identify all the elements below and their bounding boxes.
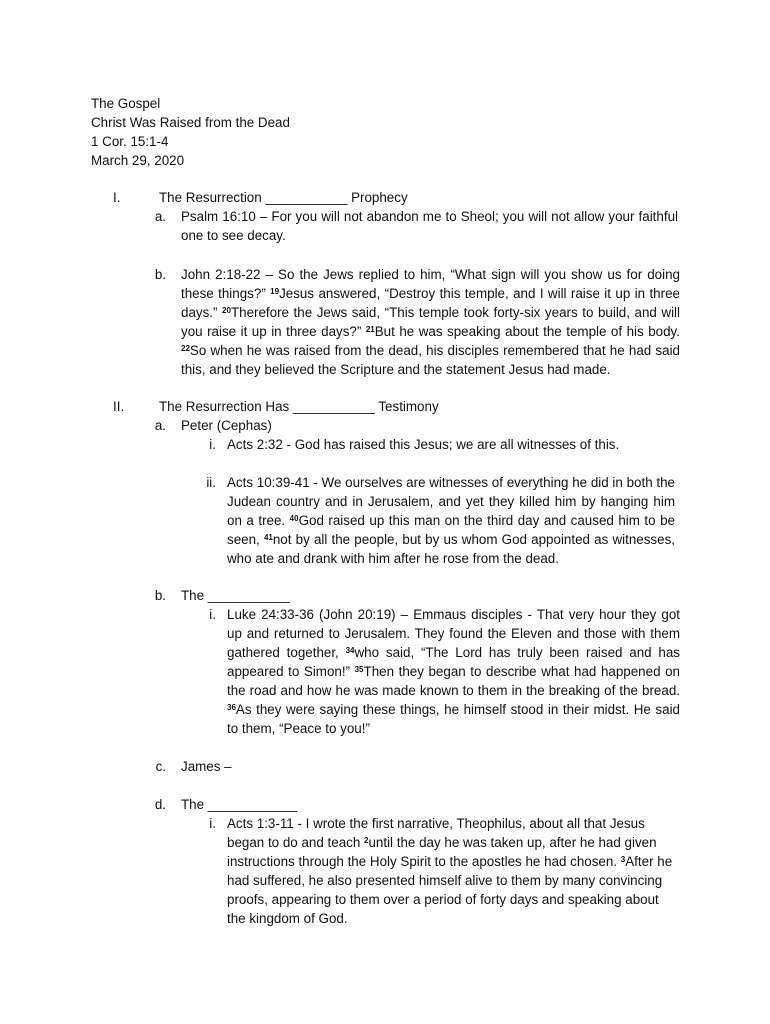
scripture-text: Acts 1:3-11 - I wrote the first narrative, Theophilus, about all that Jesus began to do and teach <box>227 816 645 850</box>
subpoint-label: ii. <box>206 475 216 490</box>
scripture-text: Acts 10:39-41 - We ourselves are witnesses of everything he did in both the Judean country and in Jerusalem, and yet they killed him by hanging him on a tree. <box>227 475 675 528</box>
subpoint-text <box>227 605 680 738</box>
section-2-numeral: II. <box>113 399 125 414</box>
point-label: b. <box>154 588 166 603</box>
point-text: Peter (Cephas) <box>181 418 272 433</box>
point-label: c. <box>155 759 166 774</box>
point-text: The ____________ <box>181 797 298 812</box>
verse-number: 34 <box>345 646 355 655</box>
subpoint-text <box>227 473 675 568</box>
verse-number: 2 <box>364 836 369 845</box>
verse-number: 36 <box>227 703 236 712</box>
subpoint-text: Acts 2:32 - God has raised this Jesus; we are all witnesses of this. <box>227 437 620 452</box>
point-label: a. <box>154 418 166 433</box>
point-text: Psalm 16:10 – For you will not abandon me to Sheol; you will not allow your faithful one to see decay. <box>181 209 678 243</box>
point-text: James – <box>181 759 232 774</box>
scripture-text: But he was speaking about the temple of his body. <box>374 324 680 339</box>
scripture-text: John 2:18-22 – So the Jews replied to him, “What sign will you show us for doing these things?” <box>181 267 680 301</box>
verse-number: 35 <box>354 665 364 674</box>
verse-number: 41 <box>263 533 273 542</box>
subpoint-text <box>227 814 676 928</box>
section-2-title: The Resurrection Has ___________ Testimony <box>159 399 439 414</box>
verse-number: 3 <box>620 855 626 864</box>
scripture-text: After he had suffered, he also presented himself alive to them by many convincing proofs, appearing to them over a period of forty days and speaking about the kingdom of God. <box>227 854 673 926</box>
point-label: d. <box>154 797 166 812</box>
header-sermon-title: Christ Was Raised from the Dead <box>91 115 290 130</box>
scripture-text: Jesus answered, “Destroy this temple, and I will raise it up in three days.” <box>181 286 680 320</box>
section-1-numeral: I. <box>113 190 121 205</box>
subpoint-label: i. <box>209 437 216 452</box>
subpoint-label: i. <box>209 607 216 622</box>
scripture-text: until the day he was taken up, after he had given instructions through the Holy Spirit to the apostles he had chosen. <box>227 835 657 869</box>
scripture-text: Therefore the Jews said, “This temple took forty-six years to build, and will you raise it up in three days?” <box>181 305 680 339</box>
verse-number: 20 <box>222 306 231 315</box>
point-label: b. <box>154 267 166 282</box>
verse-number: 40 <box>289 514 299 523</box>
section-1-title: The Resurrection ___________ Prophecy <box>159 190 408 205</box>
point-text: The ___________ <box>181 588 290 603</box>
scripture-text: Then they began to describe what had happened on the road and how he was made known to them in the breaking of the bread. <box>227 664 680 698</box>
verse-number: 22 <box>181 344 190 353</box>
verse-number: 21 <box>365 325 375 334</box>
scripture-text: who said, “The Lord has truly been raised and has appeared to Simon!” <box>227 645 681 679</box>
verse-number: 19 <box>270 287 280 296</box>
header-scripture-reference: 1 Cor. 15:1-4 <box>91 134 169 149</box>
header-date: March 29, 2020 <box>91 153 185 168</box>
scripture-text: As they were saying these things, he himself stood in their midst. He said to them, “Peace to you!” <box>227 702 680 736</box>
scripture-text: Luke 24:33-36 (John 20:19) – Emmaus disciples - That very hour they got up and returned to Jerusalem. They found the Eleven and those with them gathered together, <box>227 607 680 660</box>
scripture-text: not by all the people, but by us whom God appointed as witnesses, who ate and drank with him after he rose from the dead. <box>227 532 675 566</box>
point-label: a. <box>154 209 166 224</box>
point-text <box>181 265 680 379</box>
header-title: The Gospel <box>91 96 161 111</box>
document-header <box>91 94 290 170</box>
scripture-text: God raised up this man on the third day and caused him to be seen, <box>227 513 675 547</box>
scripture-text: So when he was raised from the dead, his disciples remembered that he had said this, and they believed the Scripture and the statement Jesus had made. <box>181 343 680 377</box>
subpoint-label: i. <box>209 816 216 831</box>
